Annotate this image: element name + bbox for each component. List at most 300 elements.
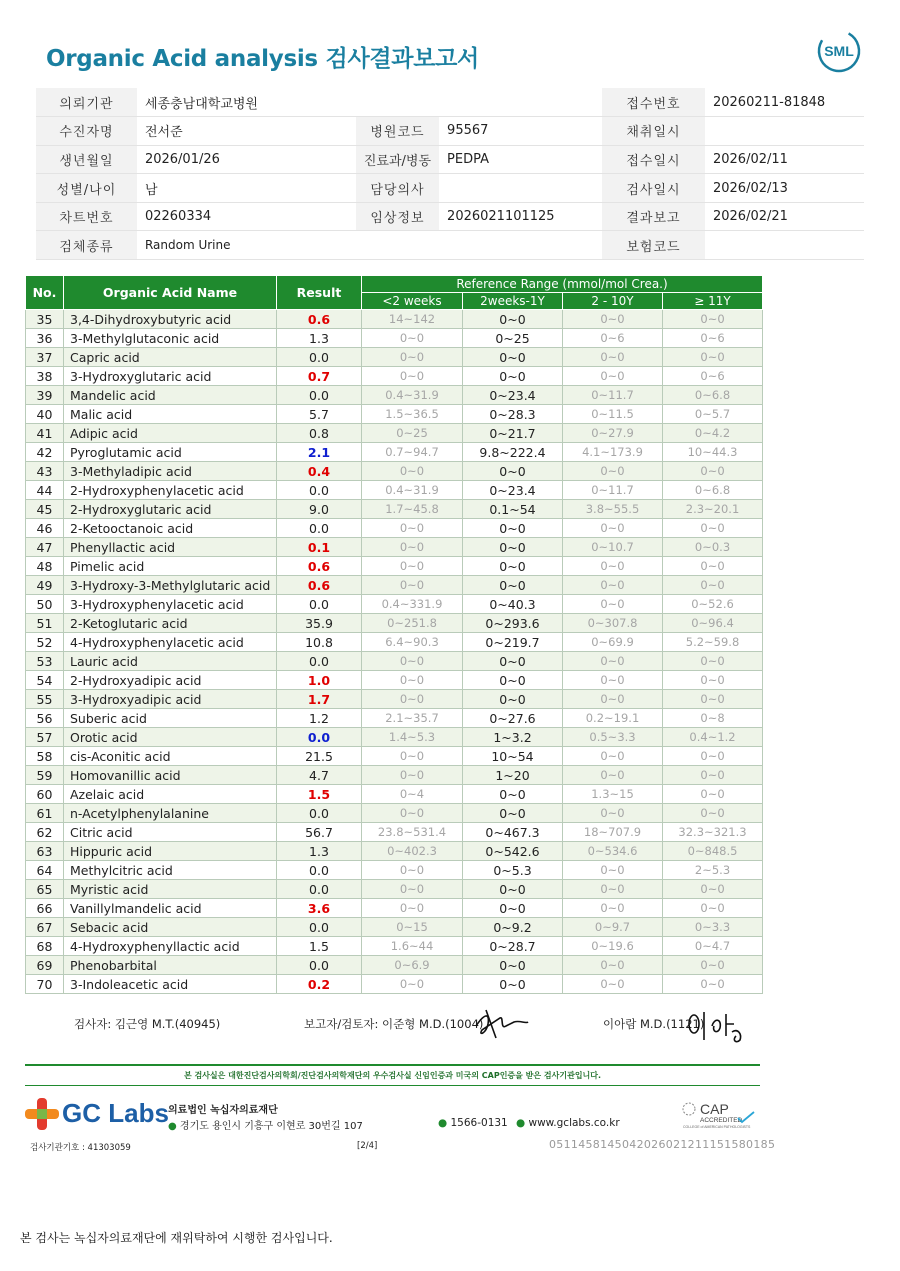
- ref-lt2w: 0.4~331.9: [362, 595, 463, 614]
- doctor-value: [439, 174, 602, 203]
- ref-2w-1y: 0~0: [463, 576, 563, 595]
- ref-lt2w: 6.4~90.3: [362, 633, 463, 652]
- collection-date-value: [705, 117, 864, 146]
- row-no: 61: [26, 804, 64, 823]
- cap-small-text: COLLEGE of AMERICAN PATHOLOGISTS: [683, 1125, 751, 1129]
- acid-name: cis-Aconitic acid: [64, 747, 277, 766]
- result-value: 4.7: [277, 766, 362, 785]
- ref-ge11y: 5.2~59.8: [663, 633, 763, 652]
- table-row: [26, 500, 763, 519]
- ref-2-10y: 4.1~173.9: [563, 443, 663, 462]
- ref-lt2w: 0~25: [362, 424, 463, 443]
- receipt-date-value: 2026/02/11: [705, 145, 864, 174]
- institution-label: 의뢰기관: [36, 88, 137, 117]
- ref-2w-1y: 9.8~222.4: [463, 443, 563, 462]
- result-value: 0.0: [277, 956, 362, 975]
- ref-ge11y: 0~0: [663, 804, 763, 823]
- dept-value: PEDPA: [439, 145, 602, 174]
- ref-lt2w: 0~0: [362, 652, 463, 671]
- phone-text: 1566-0131: [450, 1117, 508, 1129]
- ref-lt2w: 0~15: [362, 918, 463, 937]
- result-value: 0.0: [277, 348, 362, 367]
- ref-ge11y: 0~0: [663, 652, 763, 671]
- acid-name: 3-Methyladipic acid: [64, 462, 277, 481]
- table-row: [26, 766, 763, 785]
- result-value: 21.5: [277, 747, 362, 766]
- info-row: [36, 88, 864, 117]
- ref-lt2w: 0~0: [362, 975, 463, 994]
- website[interactable]: [516, 1117, 620, 1129]
- table-row: [26, 747, 763, 766]
- table-row: [26, 861, 763, 880]
- ref-2-10y: 0~0: [563, 367, 663, 386]
- ref-2w-1y: 0~0: [463, 804, 563, 823]
- cap-sub-text: ACCREDITED: [700, 1117, 743, 1124]
- table-row: [26, 633, 763, 652]
- info-row: [36, 202, 864, 231]
- ref-2-10y: 0~0: [563, 557, 663, 576]
- reviewer2-signature: [684, 1006, 748, 1046]
- info-row: [36, 174, 864, 203]
- result-value: 0.6: [277, 576, 362, 595]
- table-row: [26, 576, 763, 595]
- acid-name: 2-Hydroxyadipic acid: [64, 671, 277, 690]
- ref-2-10y: 0~0: [563, 804, 663, 823]
- row-no: 41: [26, 424, 64, 443]
- result-value: 0.0: [277, 861, 362, 880]
- result-value: 2.1: [277, 443, 362, 462]
- result-value: 1.7: [277, 690, 362, 709]
- ref-2-10y: 0.2~19.1: [563, 709, 663, 728]
- ref-2-10y: 0~0: [563, 747, 663, 766]
- reporter-signer: 보고자/검토자: 이준형 M.D.(1004): [304, 1017, 484, 1031]
- ref-ge11y: 0~6: [663, 329, 763, 348]
- acid-name: Phenobarbital: [64, 956, 277, 975]
- ref-2-10y: 0~11.7: [563, 386, 663, 405]
- sml-logo-text: SML: [824, 43, 854, 59]
- table-row: [26, 956, 763, 975]
- row-no: 53: [26, 652, 64, 671]
- ref-2w-1y: 0~0: [463, 975, 563, 994]
- row-no: 66: [26, 899, 64, 918]
- row-no: 63: [26, 842, 64, 861]
- ref-2-10y: 0~0: [563, 690, 663, 709]
- ref-ge11y: 0~4.2: [663, 424, 763, 443]
- row-no: 69: [26, 956, 64, 975]
- ref-ge11y: 0~4.7: [663, 937, 763, 956]
- home-icon: ●: [516, 1117, 529, 1129]
- ref-lt2w: 0~0: [362, 462, 463, 481]
- info-row: [36, 231, 864, 260]
- page-number: [2/4]: [357, 1141, 378, 1151]
- ref-2w-1y: 0~0: [463, 348, 563, 367]
- footnote: 본 검사는 녹십자의료재단에 재위탁하여 시행한 검사입니다.: [20, 1231, 333, 1245]
- ref-lt2w: 0~0: [362, 329, 463, 348]
- phone: [438, 1117, 508, 1129]
- ref-lt2w: 0~0: [362, 538, 463, 557]
- table-row: [26, 481, 763, 500]
- cap-accredited-logo: [680, 1100, 760, 1130]
- ref-lt2w: 0.7~94.7: [362, 443, 463, 462]
- result-value: 0.2: [277, 975, 362, 994]
- row-no: 60: [26, 785, 64, 804]
- ref-lt2w: 0~251.8: [362, 614, 463, 633]
- table-row: [26, 310, 763, 329]
- acid-name: 3,4-Dihydroxybutyric acid: [64, 310, 277, 329]
- acid-name: 2-Hydroxyphenylacetic acid: [64, 481, 277, 500]
- info-row: [36, 117, 864, 146]
- ref-2w-1y: 0~23.4: [463, 481, 563, 500]
- chart-no-value: 02260334: [137, 202, 356, 231]
- ref-2-10y: 0~0: [563, 861, 663, 880]
- ref-ge11y: 10~44.3: [663, 443, 763, 462]
- ref-ge11y: 0~0: [663, 785, 763, 804]
- table-row: [26, 709, 763, 728]
- ref-ge11y: 0~6.8: [663, 481, 763, 500]
- ref-lt2w: 0.4~31.9: [362, 481, 463, 500]
- insurance-label: 보험코드: [602, 231, 705, 260]
- ref-lt2w: 0~402.3: [362, 842, 463, 861]
- result-value: 0.0: [277, 918, 362, 937]
- col-name-header: Organic Acid Name: [64, 276, 277, 310]
- sex-age-value: 남: [137, 174, 356, 203]
- certification-notice: 본 검사실은 대한진단검사의학회/진단검사의학재단의 우수검사실 신임인증과 미국의 CAP인증을 받은 검사기관입니다.: [25, 1064, 760, 1086]
- birth-value: 2026/01/26: [137, 145, 356, 174]
- ref-lt2w: 0~0: [362, 367, 463, 386]
- ref-ge11y: 0~0.3: [663, 538, 763, 557]
- ref-2-10y: 1.3~15: [563, 785, 663, 804]
- ref-ge11y: 2.3~20.1: [663, 500, 763, 519]
- row-no: 35: [26, 310, 64, 329]
- insurance-value: [705, 231, 864, 260]
- row-no: 58: [26, 747, 64, 766]
- ref-2-10y: 0.5~3.3: [563, 728, 663, 747]
- ref-ge11y: 0~848.5: [663, 842, 763, 861]
- clinical-value: 2026021101125: [439, 202, 602, 231]
- ref-col-header: <2 weeks: [362, 293, 463, 310]
- ref-2w-1y: 0.1~54: [463, 500, 563, 519]
- ref-2-10y: 0~6: [563, 329, 663, 348]
- patient-label: 수진자명: [36, 117, 137, 146]
- reporter-signature: [470, 1004, 532, 1040]
- ref-ge11y: 0~0: [663, 766, 763, 785]
- ref-ge11y: 0~6: [663, 367, 763, 386]
- receipt-no-value: 20260211-81848: [705, 88, 864, 117]
- result-value: 0.0: [277, 519, 362, 538]
- ref-lt2w: 1.4~5.3: [362, 728, 463, 747]
- ref-2-10y: 0~534.6: [563, 842, 663, 861]
- ref-2-10y: 0~0: [563, 671, 663, 690]
- ref-lt2w: 0~0: [362, 861, 463, 880]
- location-icon: ●: [168, 1121, 180, 1132]
- table-row: [26, 785, 763, 804]
- acid-name: 3-Hydroxyadipic acid: [64, 690, 277, 709]
- ref-lt2w: 0~0: [362, 671, 463, 690]
- collection-date-label: 채취일시: [602, 117, 705, 146]
- patient-value: 전서준: [137, 117, 356, 146]
- acid-name: Sebacic acid: [64, 918, 277, 937]
- ref-col-header: 2weeks-1Y: [463, 293, 563, 310]
- ref-ge11y: 0~0: [663, 880, 763, 899]
- acid-name: Adipic acid: [64, 424, 277, 443]
- acid-name: 3-Hydroxy-3-Methylglutaric acid: [64, 576, 277, 595]
- acid-name: Lauric acid: [64, 652, 277, 671]
- cap-text: CAP: [700, 1101, 729, 1117]
- result-value: 1.3: [277, 842, 362, 861]
- acid-name: Phenyllactic acid: [64, 538, 277, 557]
- clinical-label: 임상정보: [356, 202, 439, 231]
- ref-ge11y: 0~0: [663, 956, 763, 975]
- row-no: 37: [26, 348, 64, 367]
- ref-ge11y: 0~0: [663, 557, 763, 576]
- ref-2-10y: 0~69.9: [563, 633, 663, 652]
- table-row: [26, 671, 763, 690]
- ref-ge11y: 0~6.8: [663, 386, 763, 405]
- ref-col-header: 2 - 10Y: [563, 293, 663, 310]
- doctor-label: 담당의사: [356, 174, 439, 203]
- row-no: 44: [26, 481, 64, 500]
- acid-name: Myristic acid: [64, 880, 277, 899]
- ref-2-10y: 0~0: [563, 899, 663, 918]
- row-no: 49: [26, 576, 64, 595]
- ref-2w-1y: 0~0: [463, 367, 563, 386]
- ref-2w-1y: 0~0: [463, 785, 563, 804]
- ref-lt2w: 0~0: [362, 766, 463, 785]
- institution-value: 세종충남대학교병원: [137, 88, 602, 117]
- result-value: 0.0: [277, 880, 362, 899]
- col-ref-header: Reference Range (mmol/mol Crea.): [362, 276, 763, 293]
- ref-2-10y: 0~0: [563, 576, 663, 595]
- ref-lt2w: 0~0: [362, 690, 463, 709]
- ref-lt2w: 1.5~36.5: [362, 405, 463, 424]
- acid-name: Capric acid: [64, 348, 277, 367]
- report-date-value: 2026/02/21: [705, 202, 864, 231]
- row-no: 48: [26, 557, 64, 576]
- result-value: 0.0: [277, 595, 362, 614]
- table-row: [26, 386, 763, 405]
- reviewer2-signer: 이아람 M.D.(1121): [603, 1017, 705, 1031]
- ref-ge11y: 0~0: [663, 899, 763, 918]
- sex-age-label: 성별/나이: [36, 174, 137, 203]
- gc-labs-brand: GC Labs: [62, 1098, 169, 1128]
- acid-name: Citric acid: [64, 823, 277, 842]
- foundation-name: 의료법인 녹십자의료재단: [168, 1105, 278, 1116]
- table-row: [26, 462, 763, 481]
- result-value: 9.0: [277, 500, 362, 519]
- ref-2w-1y: 0~5.3: [463, 861, 563, 880]
- result-value: 35.9: [277, 614, 362, 633]
- acid-name: 3-Hydroxyphenylacetic acid: [64, 595, 277, 614]
- table-row: [26, 804, 763, 823]
- ref-lt2w: 0~0: [362, 747, 463, 766]
- table-row: [26, 367, 763, 386]
- ref-2w-1y: 0~28.3: [463, 405, 563, 424]
- acid-name: Azelaic acid: [64, 785, 277, 804]
- hospital-code-label: 병원코드: [356, 117, 439, 146]
- result-value: 1.3: [277, 329, 362, 348]
- address: [168, 1117, 363, 1132]
- result-value: 0.7: [277, 367, 362, 386]
- acid-name: 3-Indoleacetic acid: [64, 975, 277, 994]
- tester-signer: 검사자: 김근영 M.T.(40945): [74, 1017, 221, 1031]
- sml-logo: [816, 28, 862, 74]
- specimen-value: Random Urine: [137, 231, 602, 260]
- ref-lt2w: 0.4~31.9: [362, 386, 463, 405]
- ref-ge11y: 32.3~321.3: [663, 823, 763, 842]
- ref-2w-1y: 0~542.6: [463, 842, 563, 861]
- phone-icon: ●: [438, 1117, 451, 1129]
- acid-name: Mandelic acid: [64, 386, 277, 405]
- institution-code: 검사기관기호 : 41303059: [30, 1143, 131, 1153]
- dept-label: 진료과/병동: [356, 145, 439, 174]
- ref-2w-1y: 0~0: [463, 671, 563, 690]
- ref-ge11y: 0~0: [663, 671, 763, 690]
- row-no: 43: [26, 462, 64, 481]
- table-row: [26, 918, 763, 937]
- ref-ge11y: 0~0: [663, 576, 763, 595]
- ref-ge11y: 0~0: [663, 690, 763, 709]
- result-value: 0.0: [277, 804, 362, 823]
- acid-name: n-Acetylphenylalanine: [64, 804, 277, 823]
- result-value: 1.2: [277, 709, 362, 728]
- result-value: 5.7: [277, 405, 362, 424]
- ref-2-10y: 0~0: [563, 766, 663, 785]
- row-no: 38: [26, 367, 64, 386]
- row-no: 70: [26, 975, 64, 994]
- row-no: 64: [26, 861, 64, 880]
- table-row: [26, 348, 763, 367]
- report-date-label: 결과보고: [602, 202, 705, 231]
- ref-lt2w: 0~0: [362, 557, 463, 576]
- acid-name: 4-Hydroxyphenylacetic acid: [64, 633, 277, 652]
- row-no: 47: [26, 538, 64, 557]
- table-row: [26, 519, 763, 538]
- acid-name: 4-Hydroxyphenyllactic acid: [64, 937, 277, 956]
- ref-2w-1y: 0~0: [463, 880, 563, 899]
- ref-2w-1y: 0~0: [463, 652, 563, 671]
- table-row: [26, 652, 763, 671]
- chart-no-label: 차트번호: [36, 202, 137, 231]
- acid-name: Homovanillic acid: [64, 766, 277, 785]
- result-value: 10.8: [277, 633, 362, 652]
- acid-name: Hippuric acid: [64, 842, 277, 861]
- row-no: 62: [26, 823, 64, 842]
- table-row: [26, 595, 763, 614]
- ref-lt2w: 23.8~531.4: [362, 823, 463, 842]
- result-value: 0.0: [277, 728, 362, 747]
- ref-ge11y: 0~8: [663, 709, 763, 728]
- table-row: [26, 880, 763, 899]
- ref-2-10y: 0~0: [563, 956, 663, 975]
- ref-ge11y: 0~3.3: [663, 918, 763, 937]
- result-value: 1.0: [277, 671, 362, 690]
- ref-ge11y: 0~0: [663, 747, 763, 766]
- ref-lt2w: 0~6.9: [362, 956, 463, 975]
- hospital-code-value: 95567: [439, 117, 602, 146]
- ref-2-10y: 0~0: [563, 462, 663, 481]
- acid-name: 3-Methylglutaconic acid: [64, 329, 277, 348]
- patient-info-table: [36, 88, 864, 260]
- ref-ge11y: 0~52.6: [663, 595, 763, 614]
- ref-lt2w: 0~0: [362, 899, 463, 918]
- row-no: 67: [26, 918, 64, 937]
- acid-name: 2-Ketoglutaric acid: [64, 614, 277, 633]
- ref-2w-1y: 10~54: [463, 747, 563, 766]
- ref-2w-1y: 1~20: [463, 766, 563, 785]
- ref-col-header: ≥ 11Y: [663, 293, 763, 310]
- ref-lt2w: 2.1~35.7: [362, 709, 463, 728]
- ref-2-10y: 0~0: [563, 348, 663, 367]
- table-row: [26, 405, 763, 424]
- col-result-header: Result: [277, 276, 362, 310]
- row-no: 54: [26, 671, 64, 690]
- ref-2-10y: 3.8~55.5: [563, 500, 663, 519]
- ref-2-10y: 0~0: [563, 519, 663, 538]
- ref-2-10y: 0~11.5: [563, 405, 663, 424]
- acid-name: 2-Hydroxyglutaric acid: [64, 500, 277, 519]
- acid-name: 2-Ketooctanoic acid: [64, 519, 277, 538]
- ref-ge11y: 2~5.3: [663, 861, 763, 880]
- ref-ge11y: 0~0: [663, 462, 763, 481]
- ref-2w-1y: 0~9.2: [463, 918, 563, 937]
- birth-label: 생년월일: [36, 145, 137, 174]
- table-row: [26, 424, 763, 443]
- result-value: 3.6: [277, 899, 362, 918]
- row-no: 36: [26, 329, 64, 348]
- ref-2w-1y: 0~0: [463, 462, 563, 481]
- acid-name: Orotic acid: [64, 728, 277, 747]
- ref-ge11y: 0~0: [663, 348, 763, 367]
- ref-2w-1y: 0~23.4: [463, 386, 563, 405]
- ref-2-10y: 18~707.9: [563, 823, 663, 842]
- ref-ge11y: 0~0: [663, 519, 763, 538]
- gc-cross-icon: [24, 1097, 60, 1131]
- row-no: 65: [26, 880, 64, 899]
- row-no: 45: [26, 500, 64, 519]
- test-date-value: 2026/02/13: [705, 174, 864, 203]
- ref-lt2w: 0~4: [362, 785, 463, 804]
- row-no: 57: [26, 728, 64, 747]
- acid-name: Malic acid: [64, 405, 277, 424]
- ref-2w-1y: 0~25: [463, 329, 563, 348]
- result-value: 0.4: [277, 462, 362, 481]
- ref-ge11y: 0~5.7: [663, 405, 763, 424]
- ref-2w-1y: 0~40.3: [463, 595, 563, 614]
- row-no: 39: [26, 386, 64, 405]
- barcode-number: 0511458145042026021211151580185: [549, 1138, 776, 1151]
- ref-lt2w: 1.7~45.8: [362, 500, 463, 519]
- ref-2w-1y: 0~293.6: [463, 614, 563, 633]
- ref-2w-1y: 0~0: [463, 519, 563, 538]
- ref-2-10y: 0~0: [563, 595, 663, 614]
- result-value: 1.5: [277, 785, 362, 804]
- ref-2-10y: 0~0: [563, 652, 663, 671]
- row-no: 46: [26, 519, 64, 538]
- ref-lt2w: 14~142: [362, 310, 463, 329]
- acid-name: Suberic acid: [64, 709, 277, 728]
- result-value: 0.0: [277, 481, 362, 500]
- ref-ge11y: 0~0: [663, 975, 763, 994]
- ref-2-10y: 0~9.7: [563, 918, 663, 937]
- acid-name: Methylcitric acid: [64, 861, 277, 880]
- website-text[interactable]: www.gclabs.co.kr: [528, 1117, 620, 1129]
- organic-acid-results-table: [25, 275, 763, 994]
- row-no: 42: [26, 443, 64, 462]
- row-no: 40: [26, 405, 64, 424]
- ref-2w-1y: 0~0: [463, 690, 563, 709]
- ref-2-10y: 0~307.8: [563, 614, 663, 633]
- table-row: [26, 538, 763, 557]
